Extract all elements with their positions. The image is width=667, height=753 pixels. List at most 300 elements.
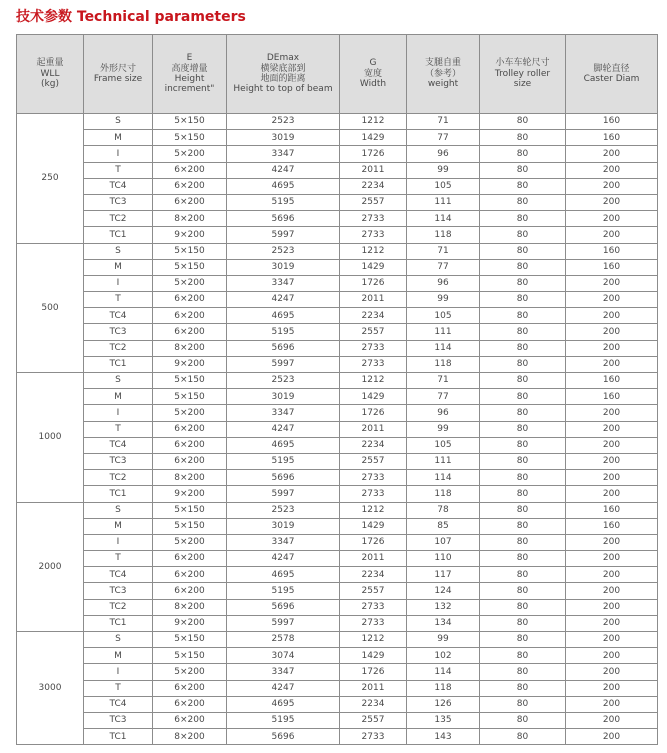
width-cell: 2733 <box>340 211 407 227</box>
caster-diam-cell: 160 <box>566 373 658 389</box>
table-row <box>17 405 658 421</box>
height-to-beam-cell: 2523 <box>227 373 340 389</box>
width-cell: 2733 <box>340 486 407 502</box>
trolley-roller-cell: 80 <box>480 712 566 728</box>
trolley-roller-cell: 80 <box>480 680 566 696</box>
frame-size-cell: TC2 <box>84 211 153 227</box>
trolley-roller-cell: 80 <box>480 453 566 469</box>
trolley-roller-cell: 80 <box>480 146 566 162</box>
width-cell: 1212 <box>340 502 407 518</box>
weight-cell: 111 <box>407 324 480 340</box>
frame-size-cell: TC1 <box>84 356 153 372</box>
table-row <box>17 275 658 291</box>
weight-cell: 77 <box>407 259 480 275</box>
caster-diam-cell: 200 <box>566 632 658 648</box>
height-to-beam-cell: 2578 <box>227 632 340 648</box>
height-to-beam-cell: 5997 <box>227 227 340 243</box>
trolley-roller-cell: 80 <box>480 421 566 437</box>
table-row <box>17 421 658 437</box>
wll-cell: 3000 <box>17 632 84 745</box>
caster-diam-cell: 200 <box>566 729 658 745</box>
table-row <box>17 648 658 664</box>
width-cell: 2234 <box>340 437 407 453</box>
weight-cell: 124 <box>407 583 480 599</box>
table-row <box>17 324 658 340</box>
frame-size-cell: M <box>84 259 153 275</box>
table-row <box>17 227 658 243</box>
caster-diam-cell: 200 <box>566 551 658 567</box>
height-to-beam-cell: 5696 <box>227 211 340 227</box>
header-line: 外形尺寸 <box>99 63 136 74</box>
height-to-beam-cell: 2523 <box>227 114 340 130</box>
caster-diam-cell: 200 <box>566 405 658 421</box>
table-row <box>17 292 658 308</box>
width-cell: 1726 <box>340 275 407 291</box>
caster-diam-cell: 160 <box>566 259 658 275</box>
height-to-beam-cell: 4247 <box>227 292 340 308</box>
height-increment-cell: 6×200 <box>153 680 227 696</box>
weight-cell: 99 <box>407 162 480 178</box>
table-row <box>17 453 658 469</box>
frame-size-cell: S <box>84 114 153 130</box>
table-row <box>17 615 658 631</box>
table-row <box>17 437 658 453</box>
width-cell: 1429 <box>340 648 407 664</box>
weight-cell: 99 <box>407 421 480 437</box>
height-to-beam-cell: 4247 <box>227 162 340 178</box>
height-increment-cell: 6×200 <box>153 308 227 324</box>
weight-cell: 118 <box>407 680 480 696</box>
trolley-roller-cell: 80 <box>480 405 566 421</box>
height-increment-cell: 9×200 <box>153 356 227 372</box>
frame-size-cell: TC2 <box>84 599 153 615</box>
header-line: size <box>513 79 532 90</box>
height-increment-cell: 6×200 <box>153 453 227 469</box>
height-increment-cell: 6×200 <box>153 712 227 728</box>
caster-diam-cell: 200 <box>566 356 658 372</box>
caster-diam-cell: 160 <box>566 518 658 534</box>
technical-parameters-table <box>16 34 658 745</box>
header-line: (kg) <box>41 79 59 90</box>
height-increment-cell: 5×150 <box>153 130 227 146</box>
width-cell: 2011 <box>340 421 407 437</box>
height-to-beam-cell: 3019 <box>227 259 340 275</box>
width-cell: 1429 <box>340 518 407 534</box>
weight-cell: 134 <box>407 615 480 631</box>
height-to-beam-cell: 3347 <box>227 146 340 162</box>
weight-cell: 78 <box>407 502 480 518</box>
caster-diam-cell: 200 <box>566 648 658 664</box>
width-cell: 2733 <box>340 356 407 372</box>
header-row <box>17 35 658 114</box>
height-increment-cell: 8×200 <box>153 340 227 356</box>
width-cell: 2733 <box>340 615 407 631</box>
frame-size-cell: TC1 <box>84 486 153 502</box>
height-increment-cell: 5×200 <box>153 664 227 680</box>
frame-size-cell: TC1 <box>84 615 153 631</box>
height-to-beam-cell: 4247 <box>227 421 340 437</box>
table-body <box>17 114 658 745</box>
trolley-roller-cell: 80 <box>480 194 566 210</box>
table-row <box>17 389 658 405</box>
trolley-roller-cell: 80 <box>480 632 566 648</box>
height-increment-cell: 8×200 <box>153 470 227 486</box>
frame-size-cell: I <box>84 664 153 680</box>
width-cell: 2234 <box>340 308 407 324</box>
caster-diam-cell: 200 <box>566 178 658 194</box>
height-increment-cell: 9×200 <box>153 486 227 502</box>
trolley-roller-cell: 80 <box>480 308 566 324</box>
height-increment-cell: 6×200 <box>153 194 227 210</box>
height-increment-cell: 5×150 <box>153 502 227 518</box>
width-cell: 2557 <box>340 583 407 599</box>
height-increment-cell: 6×200 <box>153 162 227 178</box>
width-cell: 1726 <box>340 534 407 550</box>
width-cell: 1212 <box>340 114 407 130</box>
height-to-beam-cell: 5997 <box>227 486 340 502</box>
width-cell: 2557 <box>340 194 407 210</box>
weight-cell: 105 <box>407 437 480 453</box>
frame-size-cell: S <box>84 502 153 518</box>
frame-size-cell: I <box>84 534 153 550</box>
weight-cell: 118 <box>407 486 480 502</box>
height-to-beam-cell: 4695 <box>227 308 340 324</box>
caster-diam-cell: 200 <box>566 324 658 340</box>
height-increment-header <box>153 35 227 114</box>
table-row <box>17 243 658 259</box>
table-row <box>17 664 658 680</box>
weight-cell: 132 <box>407 599 480 615</box>
height-increment-cell: 6×200 <box>153 567 227 583</box>
height-to-beam-cell: 5195 <box>227 453 340 469</box>
height-increment-cell: 8×200 <box>153 599 227 615</box>
width-cell: 2557 <box>340 712 407 728</box>
caster-diam-cell: 200 <box>566 340 658 356</box>
table-row <box>17 470 658 486</box>
height-increment-cell: 5×150 <box>153 632 227 648</box>
trolley-roller-cell: 80 <box>480 648 566 664</box>
frame-size-cell: T <box>84 421 153 437</box>
weight-cell: 118 <box>407 227 480 243</box>
table-row <box>17 599 658 615</box>
caster-diam-cell: 200 <box>566 162 658 178</box>
height-increment-cell: 6×200 <box>153 583 227 599</box>
header-line: E <box>186 53 193 64</box>
height-to-beam-cell: 5195 <box>227 712 340 728</box>
table-row <box>17 178 658 194</box>
caster-diam-cell: 200 <box>566 567 658 583</box>
table-row <box>17 211 658 227</box>
frame-size-cell: TC2 <box>84 470 153 486</box>
width-cell: 2011 <box>340 551 407 567</box>
trolley-roller-cell: 80 <box>480 324 566 340</box>
height-to-beam-cell: 3019 <box>227 389 340 405</box>
trolley-roller-cell: 80 <box>480 389 566 405</box>
height-to-beam-cell: 3347 <box>227 275 340 291</box>
table-row <box>17 632 658 648</box>
table-row <box>17 502 658 518</box>
frame-size-cell: TC3 <box>84 194 153 210</box>
table-row <box>17 567 658 583</box>
height-to-beam-header <box>227 35 340 114</box>
width-cell: 1429 <box>340 259 407 275</box>
trolley-roller-cell: 80 <box>480 437 566 453</box>
height-increment-cell: 5×150 <box>153 259 227 275</box>
trolley-roller-cell: 80 <box>480 551 566 567</box>
width-cell: 1429 <box>340 130 407 146</box>
height-to-beam-cell: 3019 <box>227 130 340 146</box>
caster-diam-cell: 200 <box>566 599 658 615</box>
table-row <box>17 486 658 502</box>
weight-header <box>407 35 480 114</box>
caster-diam-cell: 200 <box>566 712 658 728</box>
height-to-beam-cell: 5195 <box>227 194 340 210</box>
caster-diam-cell: 160 <box>566 389 658 405</box>
width-cell: 1212 <box>340 373 407 389</box>
header-line: DEmax <box>266 53 300 64</box>
header-line: Trolley roller <box>494 68 551 79</box>
header-line: WLL <box>40 68 60 79</box>
trolley-roller-cell: 80 <box>480 696 566 712</box>
height-to-beam-cell: 4695 <box>227 567 340 583</box>
width-cell: 1429 <box>340 389 407 405</box>
caster-diam-cell: 200 <box>566 146 658 162</box>
height-to-beam-cell: 4247 <box>227 551 340 567</box>
weight-cell: 96 <box>407 405 480 421</box>
weight-cell: 114 <box>407 470 480 486</box>
trolley-roller-cell: 80 <box>480 130 566 146</box>
height-increment-cell: 6×200 <box>153 696 227 712</box>
weight-cell: 110 <box>407 551 480 567</box>
table-row <box>17 712 658 728</box>
weight-cell: 143 <box>407 729 480 745</box>
width-cell: 2234 <box>340 696 407 712</box>
caster-diam-cell: 160 <box>566 114 658 130</box>
weight-cell: 105 <box>407 178 480 194</box>
height-increment-cell: 5×200 <box>153 405 227 421</box>
frame-size-cell: TC4 <box>84 178 153 194</box>
wll-header <box>17 35 84 114</box>
height-increment-cell: 6×200 <box>153 551 227 567</box>
header-line: Frame size <box>93 74 143 84</box>
height-to-beam-cell: 4695 <box>227 696 340 712</box>
height-increment-cell: 6×200 <box>153 292 227 308</box>
height-increment-cell: 9×200 <box>153 615 227 631</box>
frame-size-cell: TC4 <box>84 308 153 324</box>
caster-diam-cell: 200 <box>566 534 658 550</box>
frame-size-cell: S <box>84 632 153 648</box>
header-line: Height to top of beam <box>233 84 333 95</box>
caster-diam-cell: 200 <box>566 437 658 453</box>
trolley-roller-header <box>480 35 566 114</box>
height-to-beam-cell: 3347 <box>227 405 340 421</box>
frame-size-cell: TC4 <box>84 437 153 453</box>
table-row <box>17 356 658 372</box>
height-increment-cell: 5×150 <box>153 243 227 259</box>
header-line: （参考） <box>424 68 461 79</box>
weight-cell: 99 <box>407 292 480 308</box>
width-cell: 1726 <box>340 146 407 162</box>
caster-diam-cell: 200 <box>566 486 658 502</box>
caster-diam-cell: 160 <box>566 130 658 146</box>
trolley-roller-cell: 80 <box>480 486 566 502</box>
wll-cell: 1000 <box>17 373 84 503</box>
frame-size-cell: TC3 <box>84 712 153 728</box>
width-header <box>340 35 407 114</box>
table-row <box>17 114 658 130</box>
caster-diam-header <box>566 35 658 114</box>
width-cell: 2733 <box>340 227 407 243</box>
caster-diam-cell: 200 <box>566 470 658 486</box>
frame-size-cell: TC1 <box>84 227 153 243</box>
weight-cell: 111 <box>407 453 480 469</box>
frame-size-cell: M <box>84 130 153 146</box>
trolley-roller-cell: 80 <box>480 583 566 599</box>
frame-size-cell: M <box>84 648 153 664</box>
trolley-roller-cell: 80 <box>480 114 566 130</box>
header-line: G <box>369 58 377 69</box>
frame-size-cell: TC2 <box>84 340 153 356</box>
caster-diam-cell: 200 <box>566 275 658 291</box>
table-row <box>17 194 658 210</box>
frame-size-cell: I <box>84 405 153 421</box>
height-to-beam-cell: 5696 <box>227 599 340 615</box>
caster-diam-cell: 200 <box>566 615 658 631</box>
trolley-roller-cell: 80 <box>480 599 566 615</box>
weight-cell: 96 <box>407 275 480 291</box>
height-to-beam-cell: 5195 <box>227 324 340 340</box>
height-to-beam-cell: 3347 <box>227 664 340 680</box>
height-to-beam-cell: 5195 <box>227 583 340 599</box>
height-to-beam-cell: 5997 <box>227 615 340 631</box>
wll-cell: 250 <box>17 114 84 244</box>
weight-cell: 96 <box>407 146 480 162</box>
table-row <box>17 551 658 567</box>
width-cell: 2011 <box>340 292 407 308</box>
table-row <box>17 696 658 712</box>
weight-cell: 114 <box>407 211 480 227</box>
header-line: weight <box>427 79 459 90</box>
weight-cell: 71 <box>407 114 480 130</box>
height-increment-cell: 6×200 <box>153 437 227 453</box>
header-line: 高度增量 <box>171 63 208 74</box>
table-row <box>17 373 658 389</box>
width-cell: 1726 <box>340 664 407 680</box>
page-title: 技术参数 Technical parameters <box>16 9 246 25</box>
height-to-beam-cell: 5997 <box>227 356 340 372</box>
width-cell: 1212 <box>340 632 407 648</box>
width-cell: 2234 <box>340 567 407 583</box>
caster-diam-cell: 200 <box>566 421 658 437</box>
weight-cell: 117 <box>407 567 480 583</box>
height-increment-cell: 5×200 <box>153 534 227 550</box>
table-row <box>17 729 658 745</box>
trolley-roller-cell: 80 <box>480 567 566 583</box>
caster-diam-cell: 160 <box>566 243 658 259</box>
caster-diam-cell: 200 <box>566 292 658 308</box>
frame-size-cell: T <box>84 162 153 178</box>
caster-diam-cell: 160 <box>566 502 658 518</box>
trolley-roller-cell: 80 <box>480 340 566 356</box>
frame-size-cell: TC4 <box>84 567 153 583</box>
frame-size-cell: I <box>84 146 153 162</box>
width-cell: 2557 <box>340 324 407 340</box>
table-row <box>17 534 658 550</box>
caster-diam-cell: 200 <box>566 194 658 210</box>
caster-diam-cell: 200 <box>566 680 658 696</box>
trolley-roller-cell: 80 <box>480 373 566 389</box>
trolley-roller-cell: 80 <box>480 178 566 194</box>
frame-size-cell: I <box>84 275 153 291</box>
width-cell: 1726 <box>340 405 407 421</box>
height-increment-cell: 5×200 <box>153 275 227 291</box>
width-cell: 2733 <box>340 340 407 356</box>
trolley-roller-cell: 80 <box>480 729 566 745</box>
trolley-roller-cell: 80 <box>480 534 566 550</box>
height-increment-cell: 6×200 <box>153 178 227 194</box>
weight-cell: 102 <box>407 648 480 664</box>
width-cell: 2234 <box>340 178 407 194</box>
frame-size-cell: TC3 <box>84 453 153 469</box>
width-cell: 1212 <box>340 243 407 259</box>
frame-size-cell: S <box>84 373 153 389</box>
header-line: 支腿自重 <box>424 58 461 69</box>
height-to-beam-cell: 3019 <box>227 518 340 534</box>
height-increment-cell: 5×150 <box>153 648 227 664</box>
table-row <box>17 146 658 162</box>
weight-cell: 71 <box>407 373 480 389</box>
header-line: 地面的距离 <box>260 74 306 84</box>
caster-diam-cell: 200 <box>566 227 658 243</box>
width-cell: 2733 <box>340 599 407 615</box>
header-line: 宽度 <box>363 68 382 79</box>
weight-cell: 105 <box>407 308 480 324</box>
caster-diam-cell: 200 <box>566 696 658 712</box>
table-row <box>17 680 658 696</box>
height-increment-cell: 5×200 <box>153 146 227 162</box>
frame-size-cell: TC4 <box>84 696 153 712</box>
frame-size-cell: T <box>84 680 153 696</box>
trolley-roller-cell: 80 <box>480 470 566 486</box>
height-increment-cell: 5×150 <box>153 518 227 534</box>
width-cell: 2733 <box>340 729 407 745</box>
weight-cell: 118 <box>407 356 480 372</box>
trolley-roller-cell: 80 <box>480 275 566 291</box>
frame-size-header <box>84 35 153 114</box>
trolley-roller-cell: 80 <box>480 227 566 243</box>
header-line: Width <box>359 79 387 90</box>
height-to-beam-cell: 3074 <box>227 648 340 664</box>
frame-size-cell: T <box>84 551 153 567</box>
trolley-roller-cell: 80 <box>480 518 566 534</box>
height-increment-cell: 8×200 <box>153 729 227 745</box>
width-cell: 2011 <box>340 680 407 696</box>
height-to-beam-cell: 5696 <box>227 340 340 356</box>
frame-size-cell: S <box>84 243 153 259</box>
width-cell: 2011 <box>340 162 407 178</box>
height-increment-cell: 5×150 <box>153 373 227 389</box>
frame-size-cell: M <box>84 389 153 405</box>
height-to-beam-cell: 2523 <box>227 243 340 259</box>
height-increment-cell: 9×200 <box>153 227 227 243</box>
caster-diam-cell: 200 <box>566 211 658 227</box>
trolley-roller-cell: 80 <box>480 162 566 178</box>
caster-diam-cell: 200 <box>566 453 658 469</box>
height-increment-cell: 6×200 <box>153 421 227 437</box>
height-to-beam-cell: 4247 <box>227 680 340 696</box>
table-row <box>17 130 658 146</box>
caster-diam-cell: 200 <box>566 664 658 680</box>
